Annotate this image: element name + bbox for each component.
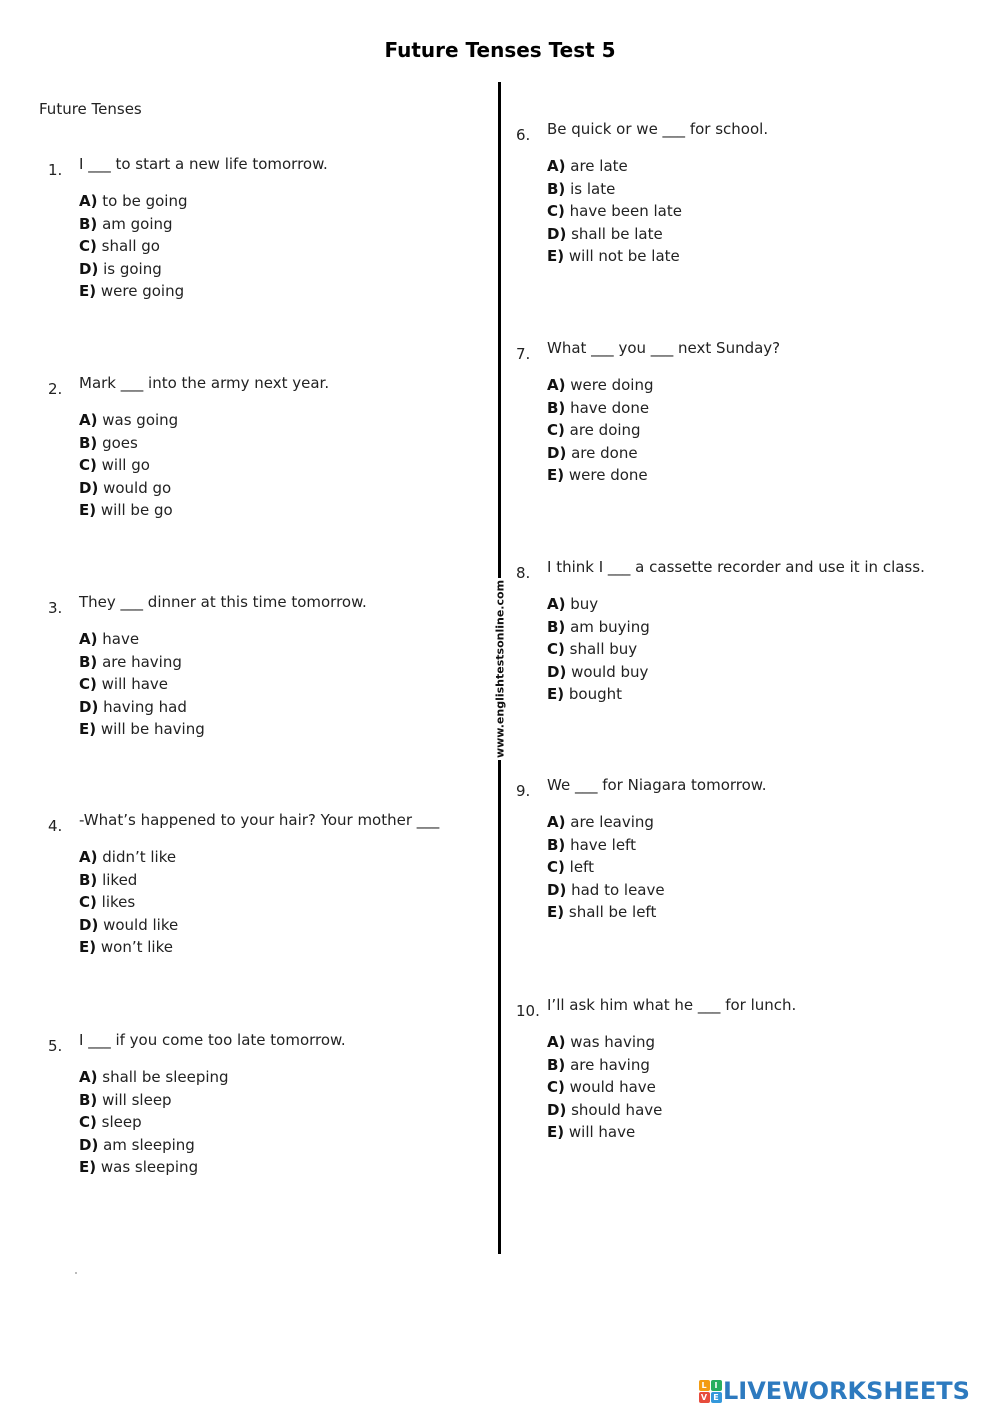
answer-option[interactable]: [79, 213, 188, 236]
answer-option[interactable]: [547, 245, 682, 268]
answer-option[interactable]: [547, 1121, 662, 1144]
answer-options: [547, 811, 665, 924]
option-text: would buy: [571, 662, 649, 681]
option-text: bought: [568, 685, 623, 704]
option-text: had to leave: [571, 880, 665, 899]
answer-options: [79, 1066, 229, 1179]
option-letter: E): [547, 466, 565, 485]
option-letter: A): [79, 411, 98, 429]
answer-option[interactable]: [547, 1099, 662, 1122]
option-letter: B): [79, 870, 98, 889]
answer-option[interactable]: [547, 464, 653, 487]
option-letter: D): [547, 443, 567, 462]
option-text: goes: [102, 433, 138, 452]
option-letter: E): [79, 938, 97, 957]
option-text: will have: [568, 1123, 636, 1142]
option-letter: A): [547, 595, 566, 613]
option-letter: D): [79, 697, 99, 716]
option-letter: B): [79, 433, 98, 452]
option-text: will be go: [100, 501, 173, 520]
answer-option[interactable]: [547, 419, 653, 442]
option-letter: D): [79, 478, 99, 497]
answer-option[interactable]: [79, 891, 178, 914]
answer-option[interactable]: [547, 178, 682, 201]
answer-option[interactable]: [547, 834, 665, 857]
option-letter: D): [79, 259, 99, 278]
answer-option[interactable]: [79, 914, 178, 937]
option-letter: D): [79, 1135, 99, 1154]
option-letter: C): [547, 640, 565, 659]
answer-option[interactable]: [79, 499, 178, 522]
question-number: 3.: [48, 599, 63, 617]
option-letter: A): [79, 1068, 98, 1086]
answer-option[interactable]: [79, 235, 188, 258]
answer-option[interactable]: [79, 1134, 229, 1157]
answer-option[interactable]: [79, 280, 188, 303]
question-text: I’ll ask him what he ___ for lunch.: [547, 996, 797, 1014]
site-watermark: [491, 578, 509, 760]
option-letter: B): [547, 617, 566, 636]
answer-option[interactable]: [79, 673, 205, 696]
option-letter: D): [547, 880, 567, 899]
option-text: having had: [103, 697, 187, 716]
answer-option[interactable]: [79, 190, 188, 213]
option-text: are having: [570, 1055, 650, 1074]
option-text: shall be sleeping: [102, 1068, 229, 1086]
option-letter: C): [79, 675, 97, 694]
answer-options: [547, 1031, 662, 1144]
option-text: will sleep: [102, 1090, 172, 1109]
option-text: was having: [570, 1033, 656, 1051]
answer-options: [547, 374, 653, 487]
answer-option[interactable]: [547, 155, 682, 178]
answer-option[interactable]: [79, 1066, 229, 1089]
answer-option[interactable]: [79, 846, 178, 869]
option-letter: D): [547, 1100, 567, 1119]
watermark-text: www.englishtestsonline.com: [493, 579, 507, 759]
option-letter: E): [79, 282, 97, 301]
question-text: -What’s happened to your hair? Your mother ___: [79, 811, 440, 829]
option-letter: A): [79, 630, 98, 648]
option-letter: C): [547, 858, 565, 877]
option-letter: E): [547, 1123, 565, 1142]
option-text: won’t like: [100, 938, 173, 957]
question-number: 7.: [516, 345, 531, 363]
option-text: were doing: [570, 376, 654, 394]
option-text: have been late: [569, 202, 682, 221]
answer-option[interactable]: [547, 374, 653, 397]
option-text: are having: [102, 652, 182, 671]
question-text: We ___ for Niagara tomorrow.: [547, 776, 767, 794]
logo-icon-letter: I: [711, 1380, 722, 1391]
option-text: likes: [101, 893, 136, 912]
answer-option[interactable]: [547, 1076, 662, 1099]
answer-options: [79, 846, 178, 959]
option-text: will go: [101, 456, 150, 475]
answer-option[interactable]: [547, 811, 665, 834]
question-text: They ___ dinner at this time tomorrow.: [79, 593, 367, 611]
question-text: I ___ if you come too late tomorrow.: [79, 1031, 346, 1049]
answer-option[interactable]: [547, 397, 653, 420]
option-letter: A): [79, 192, 98, 210]
option-letter: C): [79, 237, 97, 256]
option-letter: E): [79, 501, 97, 520]
option-text: were going: [100, 282, 185, 301]
liveworksheets-logo-icon: [698, 1379, 722, 1403]
option-text: is going: [103, 259, 162, 278]
question-number: 1.: [48, 161, 63, 179]
option-letter: C): [547, 202, 565, 221]
option-letter: E): [79, 1158, 97, 1177]
option-text: have left: [570, 835, 636, 854]
option-letter: B): [79, 214, 98, 233]
option-text: are done: [571, 443, 638, 462]
option-letter: B): [79, 652, 98, 671]
option-text: was going: [102, 411, 179, 429]
option-letter: B): [547, 835, 566, 854]
answer-option[interactable]: [79, 1156, 229, 1179]
answer-option[interactable]: [79, 869, 178, 892]
option-text: didn’t like: [102, 848, 177, 866]
option-letter: C): [79, 1113, 97, 1132]
option-letter: B): [547, 1055, 566, 1074]
answer-option[interactable]: [547, 1031, 662, 1054]
option-text: are doing: [569, 421, 641, 440]
question-text: What ___ you ___ next Sunday?: [547, 339, 781, 357]
answer-options: [79, 190, 188, 303]
option-letter: A): [547, 813, 566, 831]
answer-option[interactable]: [79, 696, 205, 719]
logo-icon-letter: E: [711, 1392, 722, 1403]
option-letter: D): [79, 915, 99, 934]
option-text: will have: [101, 675, 168, 694]
option-letter: A): [547, 376, 566, 394]
option-letter: E): [547, 903, 565, 922]
option-text: liked: [102, 870, 138, 889]
option-text: buy: [570, 595, 599, 613]
option-letter: E): [547, 685, 565, 704]
question-number: 9.: [516, 782, 531, 800]
answer-options: [547, 155, 682, 268]
option-letter: B): [547, 398, 566, 417]
question-text: Be quick or we ___ for school.: [547, 120, 769, 138]
option-letter: A): [79, 848, 98, 866]
option-text: will not be late: [568, 247, 680, 266]
answer-option[interactable]: [79, 651, 205, 674]
option-text: shall be left: [568, 903, 657, 922]
option-letter: B): [79, 1090, 98, 1109]
worksheet-subtitle: Future Tenses: [39, 100, 142, 118]
option-text: were done: [568, 466, 648, 485]
page-title: Future Tenses Test 5: [384, 38, 616, 62]
liveworksheets-logo: [698, 1376, 970, 1406]
option-text: am sleeping: [103, 1135, 195, 1154]
option-text: shall be late: [571, 224, 663, 243]
answer-option[interactable]: [547, 661, 650, 684]
answer-option[interactable]: [547, 223, 682, 246]
option-letter: C): [547, 1078, 565, 1097]
option-text: have: [102, 630, 140, 648]
question-number: 8.: [516, 564, 531, 582]
option-text: would go: [103, 478, 172, 497]
question-text: I think I ___ a cassette recorder and use it in class.: [547, 558, 925, 576]
option-text: am buying: [570, 617, 650, 636]
question-number: 5.: [48, 1037, 63, 1055]
answer-option[interactable]: [79, 409, 178, 432]
answer-option[interactable]: [547, 442, 653, 465]
answer-option[interactable]: [547, 879, 665, 902]
logo-icon-letter: V: [699, 1392, 710, 1403]
question-number: 6.: [516, 126, 531, 144]
option-text: have done: [570, 398, 650, 417]
question-number: 2.: [48, 380, 63, 398]
answer-option[interactable]: [547, 683, 650, 706]
option-letter: C): [547, 421, 565, 440]
answer-options: [79, 409, 178, 522]
answer-option[interactable]: [547, 593, 650, 616]
option-text: am going: [102, 214, 173, 233]
stray-dot: [75, 1272, 77, 1274]
answer-option[interactable]: [79, 477, 178, 500]
option-letter: E): [547, 247, 565, 266]
option-text: shall buy: [569, 640, 638, 659]
option-text: shall go: [101, 237, 160, 256]
answer-option[interactable]: [547, 638, 650, 661]
answer-option[interactable]: [79, 936, 178, 959]
answer-option[interactable]: [79, 454, 178, 477]
option-text: would like: [103, 915, 179, 934]
option-text: left: [569, 858, 594, 877]
answer-option[interactable]: [79, 1111, 229, 1134]
answer-option[interactable]: [79, 258, 188, 281]
answer-option[interactable]: [547, 856, 665, 879]
option-letter: D): [547, 224, 567, 243]
logo-icon-letter: L: [699, 1380, 710, 1391]
answer-option[interactable]: [547, 616, 650, 639]
answer-option[interactable]: [547, 200, 682, 223]
answer-options: [547, 593, 650, 706]
question-text: Mark ___ into the army next year.: [79, 374, 330, 392]
option-text: are late: [570, 157, 628, 175]
option-letter: A): [547, 1033, 566, 1051]
question-number: 4.: [48, 817, 63, 835]
answer-option[interactable]: [547, 1054, 662, 1077]
answer-options: [79, 628, 205, 741]
answer-option[interactable]: [79, 1089, 229, 1112]
option-text: are leaving: [570, 813, 654, 831]
option-text: is late: [570, 179, 616, 198]
answer-option[interactable]: [79, 432, 178, 455]
brand-name: LIVEWORKSHEETS: [723, 1377, 970, 1405]
option-text: was sleeping: [100, 1158, 199, 1177]
option-letter: A): [547, 157, 566, 175]
answer-option[interactable]: [79, 628, 205, 651]
option-letter: E): [79, 720, 97, 739]
option-letter: C): [79, 456, 97, 475]
option-letter: B): [547, 179, 566, 198]
question-number: 10.: [516, 1002, 540, 1020]
option-text: would have: [569, 1078, 656, 1097]
option-letter: C): [79, 893, 97, 912]
answer-option[interactable]: [547, 901, 665, 924]
option-letter: D): [547, 662, 567, 681]
option-text: sleep: [101, 1113, 142, 1132]
option-text: should have: [571, 1100, 663, 1119]
question-text: I ___ to start a new life tomorrow.: [79, 155, 328, 173]
option-text: to be going: [102, 192, 188, 210]
option-text: will be having: [100, 720, 205, 739]
answer-option[interactable]: [79, 718, 205, 741]
